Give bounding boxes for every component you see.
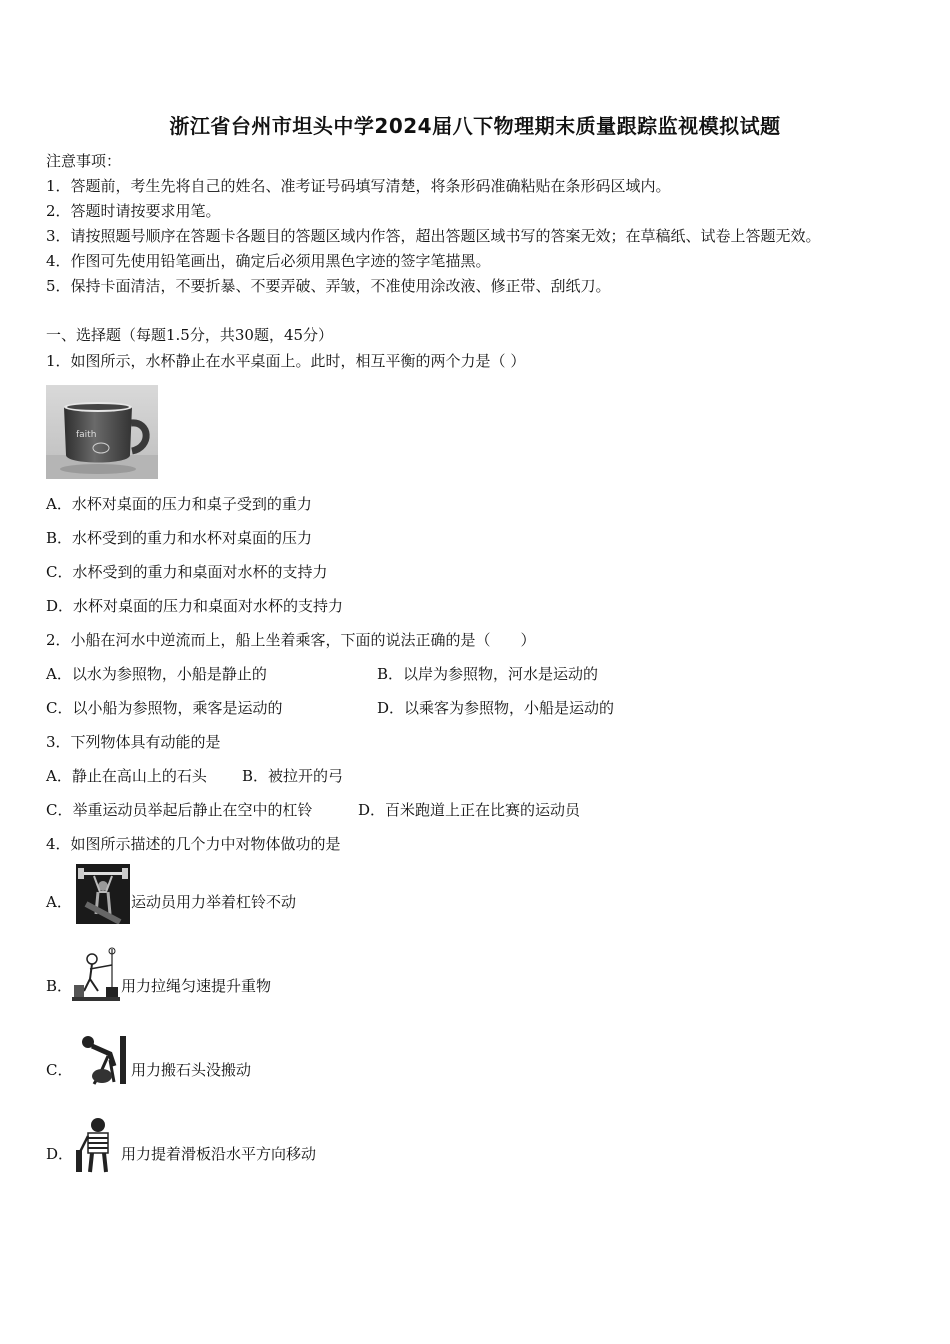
q2-option-d: D．以乘客为参照物，小船是运动的	[377, 699, 615, 717]
q3-option-b: B．被拉开的弓	[242, 767, 344, 785]
q2-option-a: A．以水为参照物，小船是静止的	[46, 665, 267, 683]
q4-option-d-skateboard-carry-image	[74, 1116, 122, 1176]
q2-stem: 2．小船在河水中逆流而上，船上坐着乘客，下面的说法正确的是（ ）	[46, 631, 536, 649]
q1-mug-photo	[46, 385, 158, 479]
note-item-4: 4．作图可先使用铅笔画出，确定后必须用黑色字迹的签字笔描黑。	[46, 252, 491, 270]
q3-option-c: C．举重运动员举起后静止在空中的杠铃	[46, 801, 313, 819]
q1-stem: 1．如图所示，水杯静止在水平桌面上。此时，相互平衡的两个力是（ ）	[46, 352, 526, 370]
q4-option-a-weightlifter-image	[76, 864, 130, 924]
note-item-3: 3．请按照题号顺序在答题卡各题目的答题区域内作答，超出答题区域书写的答案无效；在草稿纸、试卷上答题无效。	[46, 227, 821, 245]
note-item-5: 5．保持卡面清洁，不要折暴、不要弄破、弄皱，不准使用涂改液、修正带、刮纸刀。	[46, 277, 611, 295]
q3-option-a: A．静止在高山上的石头	[46, 767, 207, 785]
note-item-2: 2．答题时请按要求用笔。	[46, 202, 221, 220]
q4-option-b-rope-lift-image	[72, 947, 120, 1003]
q1-option-a: A．水杯对桌面的压力和桌子受到的重力	[46, 495, 312, 513]
notes-heading: 注意事项：	[46, 152, 122, 170]
q4-option-c-letter: C．	[46, 1061, 73, 1079]
q1-option-c: C．水杯受到的重力和桌面对水杯的支持力	[46, 563, 328, 581]
q2-option-c: C．以小船为参照物，乘客是运动的	[46, 699, 283, 717]
q2-option-b: B．以岸为参照物，河水是运动的	[377, 665, 599, 683]
note-item-1: 1．答题前，考生先将自己的姓名、准考证号码填写清楚，将条形码准确粘贴在条形码区域内。	[46, 177, 671, 195]
q4-option-d-text: 用力提着滑板沿水平方向移动	[121, 1145, 317, 1163]
section-heading: 一、选择题（每题1.5分，共30题，45分）	[46, 326, 334, 344]
q3-stem: 3．下列物体具有动能的是	[46, 733, 221, 751]
mug-label: faith	[76, 430, 97, 440]
q4-option-a-text: 运动员用力举着杠铃不动	[131, 893, 297, 911]
q4-option-a-letter: A．	[46, 893, 72, 911]
q4-stem: 4．如图所示描述的几个力中对物体做功的是	[46, 835, 341, 853]
page-title: 浙江省台州市坦头中学2024届八下物理期末质量跟踪监视模拟试题	[169, 114, 781, 138]
q3-option-d: D．百米跑道上正在比赛的运动员	[358, 801, 581, 819]
q4-option-d-letter: D．	[46, 1145, 74, 1163]
q4-option-c-stone-push-image	[74, 1030, 130, 1086]
q1-option-b: B．水杯受到的重力和水杯对桌面的压力	[46, 529, 313, 547]
q4-option-c-text: 用力搬石头没搬动	[131, 1061, 252, 1079]
q1-option-d: D．水杯对桌面的压力和桌面对水杯的支持力	[46, 597, 344, 615]
q4-option-b-letter: B．	[46, 977, 73, 995]
q4-option-b-text: 用力拉绳匀速提升重物	[121, 977, 272, 995]
